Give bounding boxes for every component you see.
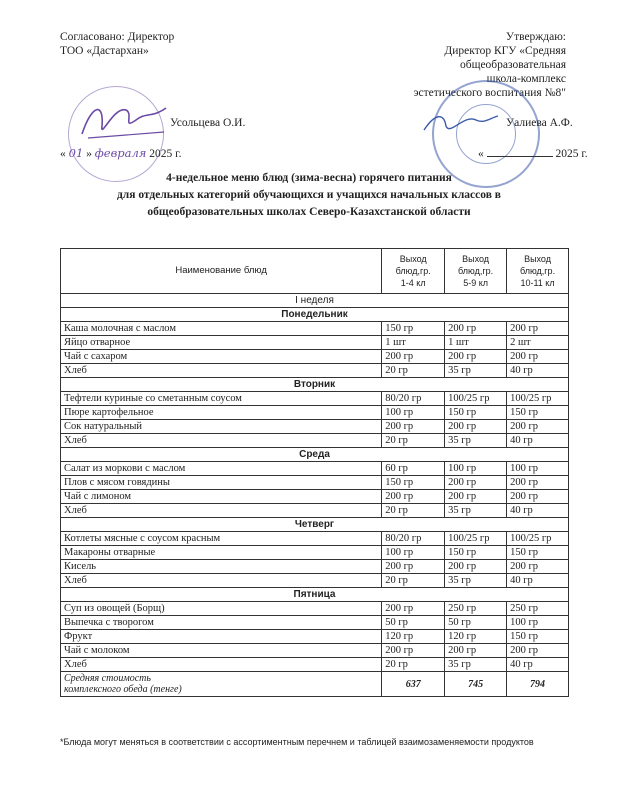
dish-name-cell: Каша молочная с маслом (61, 322, 382, 336)
table-row (61, 644, 569, 658)
table-row (61, 546, 569, 560)
approve-org-line4: эстетического воспитания №8" (413, 87, 566, 99)
table-row (61, 504, 569, 518)
portion-cell: 150 гр (382, 476, 445, 490)
portion-cell: 40 гр (507, 364, 569, 378)
portion-cell: 200 гр (445, 560, 507, 574)
portion-cell: 150 гр (445, 546, 507, 560)
portion-cell: 35 гр (445, 434, 507, 448)
portion-cell: 50 гр (382, 616, 445, 630)
day-header-row (61, 378, 569, 392)
portion-cell: 50 гр (445, 616, 507, 630)
table-row (61, 336, 569, 350)
dish-name-cell: Суп из овощей (Борщ) (61, 602, 382, 616)
title-line3: общеобразовательных школах Северо-Казахстанской области (147, 206, 471, 218)
portion-cell: 100 гр (507, 462, 569, 476)
portion-cell: 100/25 гр (445, 392, 507, 406)
dish-name-cell: Яйцо отварное (61, 336, 382, 350)
table-row (61, 574, 569, 588)
day-name: Вторник (61, 378, 569, 392)
dish-name-cell: Сок натуральный (61, 420, 382, 434)
portion-cell: 40 гр (507, 504, 569, 518)
portion-cell: 20 гр (382, 574, 445, 588)
portion-cell: 250 гр (445, 602, 507, 616)
approve-org-line2: общеобразовательная (460, 59, 566, 71)
portion-cell: 80/20 гр (382, 532, 445, 546)
portion-cell: 60 гр (382, 462, 445, 476)
portion-cell: 200 гр (507, 490, 569, 504)
dish-name-cell: Выпечка с творогом (61, 616, 382, 630)
day-name: Пятница (61, 588, 569, 602)
approve-org-line3: школа-комплекс (486, 73, 566, 85)
dish-name-cell: Кисель (61, 560, 382, 574)
portion-cell: 20 гр (382, 364, 445, 378)
approval-title: Согласовано: Директор (60, 31, 175, 43)
header-col-1-4: Выход блюд,гр. 1-4 кл (382, 249, 445, 294)
table-row (61, 476, 569, 490)
portion-cell: 200 гр (382, 602, 445, 616)
menu-body (61, 294, 569, 672)
date-left-day: 01 (68, 146, 84, 160)
portion-cell: 200 гр (382, 490, 445, 504)
title-line2: для отдельных категорий обучающихся и учащихся начальных классов в (116, 189, 502, 201)
portion-cell: 2 шт (507, 336, 569, 350)
portion-cell: 150 гр (445, 406, 507, 420)
portion-cell: 35 гр (445, 504, 507, 518)
portion-cell: 100 гр (445, 462, 507, 476)
portion-cell: 100 гр (382, 406, 445, 420)
portion-cell: 150 гр (382, 322, 445, 336)
cost-body (61, 672, 569, 697)
approve-org-line1: Директор КГУ «Средняя (444, 45, 566, 57)
dish-name-cell: Макароны отварные (61, 546, 382, 560)
date-right-quote-open: « (478, 148, 484, 160)
portion-cell: 1 шт (445, 336, 507, 350)
dish-name-cell: Хлеб (61, 364, 382, 378)
cost-label: Средняя стоимость комплексного обеда (тенге) (61, 672, 382, 697)
cost-value-1-4: 637 (382, 672, 445, 697)
portion-cell: 200 гр (445, 490, 507, 504)
week-label: I неделя (61, 294, 569, 308)
portion-cell: 1 шт (382, 336, 445, 350)
portion-cell: 200 гр (507, 350, 569, 364)
document-title (0, 170, 618, 221)
dish-name-cell: Хлеб (61, 504, 382, 518)
portion-cell: 200 гр (382, 560, 445, 574)
approve-title: Утверждаю: (505, 31, 566, 43)
date-left-quote-close: » (86, 148, 92, 160)
table-row (61, 364, 569, 378)
date-right-blank (487, 146, 553, 157)
dish-name-cell: Фрукт (61, 630, 382, 644)
portion-cell: 150 гр (507, 406, 569, 420)
table-row (61, 322, 569, 336)
portion-cell: 100 гр (382, 546, 445, 560)
portion-cell: 200 гр (507, 560, 569, 574)
portion-cell: 120 гр (445, 630, 507, 644)
day-header-row (61, 518, 569, 532)
header-col-10-11: Выход блюд,гр. 10-11 кл (507, 249, 569, 294)
dish-name-cell: Салат из моркови с маслом (61, 462, 382, 476)
dish-name-cell: Хлеб (61, 574, 382, 588)
signer-right: Уалиева А.Ф. (506, 117, 573, 129)
portion-cell: 200 гр (507, 476, 569, 490)
table-row (61, 420, 569, 434)
day-header-row (61, 308, 569, 322)
portion-cell: 150 гр (507, 546, 569, 560)
portion-cell: 40 гр (507, 434, 569, 448)
signature-left (74, 96, 174, 146)
portion-cell: 20 гр (382, 434, 445, 448)
portion-cell: 200 гр (507, 644, 569, 658)
table-row (61, 462, 569, 476)
table-row (61, 490, 569, 504)
portion-cell: 200 гр (382, 420, 445, 434)
portion-cell: 200 гр (445, 644, 507, 658)
approval-block-left (60, 30, 174, 58)
menu-table (60, 248, 569, 697)
header-dish-name: Наименование блюд (61, 249, 382, 294)
table-row (61, 392, 569, 406)
portion-cell: 20 гр (382, 504, 445, 518)
dish-name-cell: Плов с мясом говядины (61, 476, 382, 490)
portion-cell: 40 гр (507, 574, 569, 588)
day-name: Среда (61, 448, 569, 462)
portion-cell: 35 гр (445, 364, 507, 378)
portion-cell: 20 гр (382, 658, 445, 672)
date-right-year: 2025 г. (555, 148, 588, 160)
portion-cell: 100 гр (507, 616, 569, 630)
portion-cell: 100/25 гр (507, 392, 569, 406)
dish-name-cell: Котлеты мясные с соусом красным (61, 532, 382, 546)
portion-cell: 200 гр (445, 350, 507, 364)
date-left-month: февраля (94, 146, 147, 160)
cost-row (61, 672, 569, 697)
cost-value-10-11: 794 (507, 672, 569, 697)
dish-name-cell: Пюре картофельное (61, 406, 382, 420)
date-left (60, 146, 181, 160)
portion-cell: 200 гр (445, 476, 507, 490)
dish-name-cell: Тефтели куриные со сметанным соусом (61, 392, 382, 406)
table-row (61, 658, 569, 672)
portion-cell: 40 гр (507, 658, 569, 672)
footnote: *Блюда могут меняться в соответствии с ассортиментным перечнем и таблицей взаимозаменяемости продуктов (60, 737, 534, 747)
portion-cell: 200 гр (507, 322, 569, 336)
table-row (61, 602, 569, 616)
table-row (61, 616, 569, 630)
day-header-row (61, 588, 569, 602)
day-header-row (61, 448, 569, 462)
portion-cell: 100/25 гр (507, 532, 569, 546)
portion-cell: 35 гр (445, 658, 507, 672)
dish-name-cell: Хлеб (61, 434, 382, 448)
portion-cell: 250 гр (507, 602, 569, 616)
dish-name-cell: Чай с сахаром (61, 350, 382, 364)
header-col-5-9: Выход блюд,гр. 5-9 кл (445, 249, 507, 294)
dish-name-cell: Хлеб (61, 658, 382, 672)
day-name: Понедельник (61, 308, 569, 322)
portion-cell: 100/25 гр (445, 532, 507, 546)
date-right (478, 146, 588, 160)
date-left-quote-open: « (60, 148, 66, 160)
title-line1: 4-недельное меню блюд (зима-весна) горячего питания (166, 172, 452, 184)
signer-left: Усольцева О.И. (170, 117, 246, 129)
table-row (61, 434, 569, 448)
portion-cell: 35 гр (445, 574, 507, 588)
portion-cell: 200 гр (445, 322, 507, 336)
day-name: Четверг (61, 518, 569, 532)
dish-name-cell: Чай с молоком (61, 644, 382, 658)
table-row (61, 532, 569, 546)
approval-org: ТОО «Дастархан» (60, 45, 149, 57)
portion-cell: 120 гр (382, 630, 445, 644)
dish-name-cell: Чай с лимоном (61, 490, 382, 504)
table-row (61, 406, 569, 420)
portion-cell: 200 гр (382, 644, 445, 658)
week-row (61, 294, 569, 308)
portion-cell: 150 гр (507, 630, 569, 644)
portion-cell: 80/20 гр (382, 392, 445, 406)
cost-value-5-9: 745 (445, 672, 507, 697)
signature-right (420, 108, 500, 138)
portion-cell: 200 гр (445, 420, 507, 434)
date-left-year: 2025 г. (149, 148, 182, 160)
portion-cell: 200 гр (382, 350, 445, 364)
portion-cell: 200 гр (507, 420, 569, 434)
table-row (61, 560, 569, 574)
table-header-row (61, 249, 569, 294)
table-row (61, 630, 569, 644)
table-row (61, 350, 569, 364)
